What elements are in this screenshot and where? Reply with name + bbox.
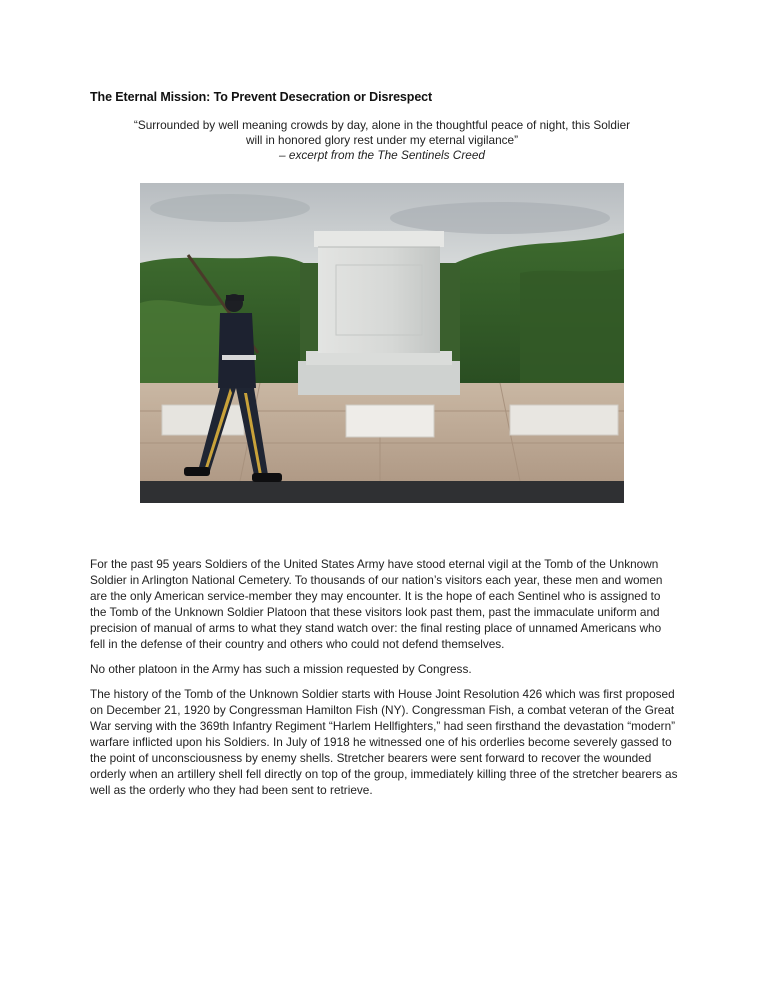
tomb-monument bbox=[298, 231, 460, 395]
walkway-mat bbox=[140, 481, 624, 503]
crypt-slab-center bbox=[346, 405, 434, 437]
paragraph-1: For the past 95 years Soldiers of the United States Army have stood eternal vigil at the Tomb of the Unknown Soldier in Arlington National Cemetery. To thousands of our nation’s visitors each year, these men and women are the only American service-member they may encounter. It is the hope of each Sentinel who is assigned to the Tomb of the Unknown Soldier Platoon that these visitors look past them, past the immaculate uniform and precision of manual of arms to what they stand watch over: the final resting place of unnamed Americans who fell in the defense of their country and others who could not defend themselves. bbox=[90, 557, 663, 651]
page-title: The Eternal Mission: To Prevent Desecration or Disrespect bbox=[90, 90, 433, 104]
article-body bbox=[90, 556, 678, 807]
creed-quote bbox=[90, 118, 674, 163]
paragraph-3: The history of the Tomb of the Unknown Soldier starts with House Joint Resolution 426 which was first proposed on December 21, 1920 by Congressman Hamilton Fish (NY). Congressman Fish, a combat veteran of the Great War serving with the 369th Infantry Regiment “Harlem Hellfighters,” had seen firsthand the devastation “modern” warfare inflicted upon his Soldiers. In July of 1918 he witnessed one of his orderlies become severely gassed to the point of unconsciousness by enemy shells. Stretcher bearers were sent forward to recover the wounded orderly when an artillery shell fell directly on top of the group, immediately killing three of the stretcher bearers as well as the orderly who they had been sent to retrieve. bbox=[90, 687, 678, 797]
quote-line-2: will in honored glory rest under my eternal vigilance” bbox=[245, 133, 519, 147]
paragraph-2: No other platoon in the Army has such a mission requested by Congress. bbox=[90, 662, 472, 676]
quote-source: – excerpt from the The Sentinels Creed bbox=[279, 148, 485, 162]
tomb-photo bbox=[140, 183, 624, 503]
quote-line-1: “Surrounded by well meaning crowds by day, alone in the thoughtful peace of night, this Soldier bbox=[133, 118, 631, 132]
crypt-slab-right bbox=[510, 405, 618, 435]
crypt-slab-left bbox=[162, 405, 244, 435]
